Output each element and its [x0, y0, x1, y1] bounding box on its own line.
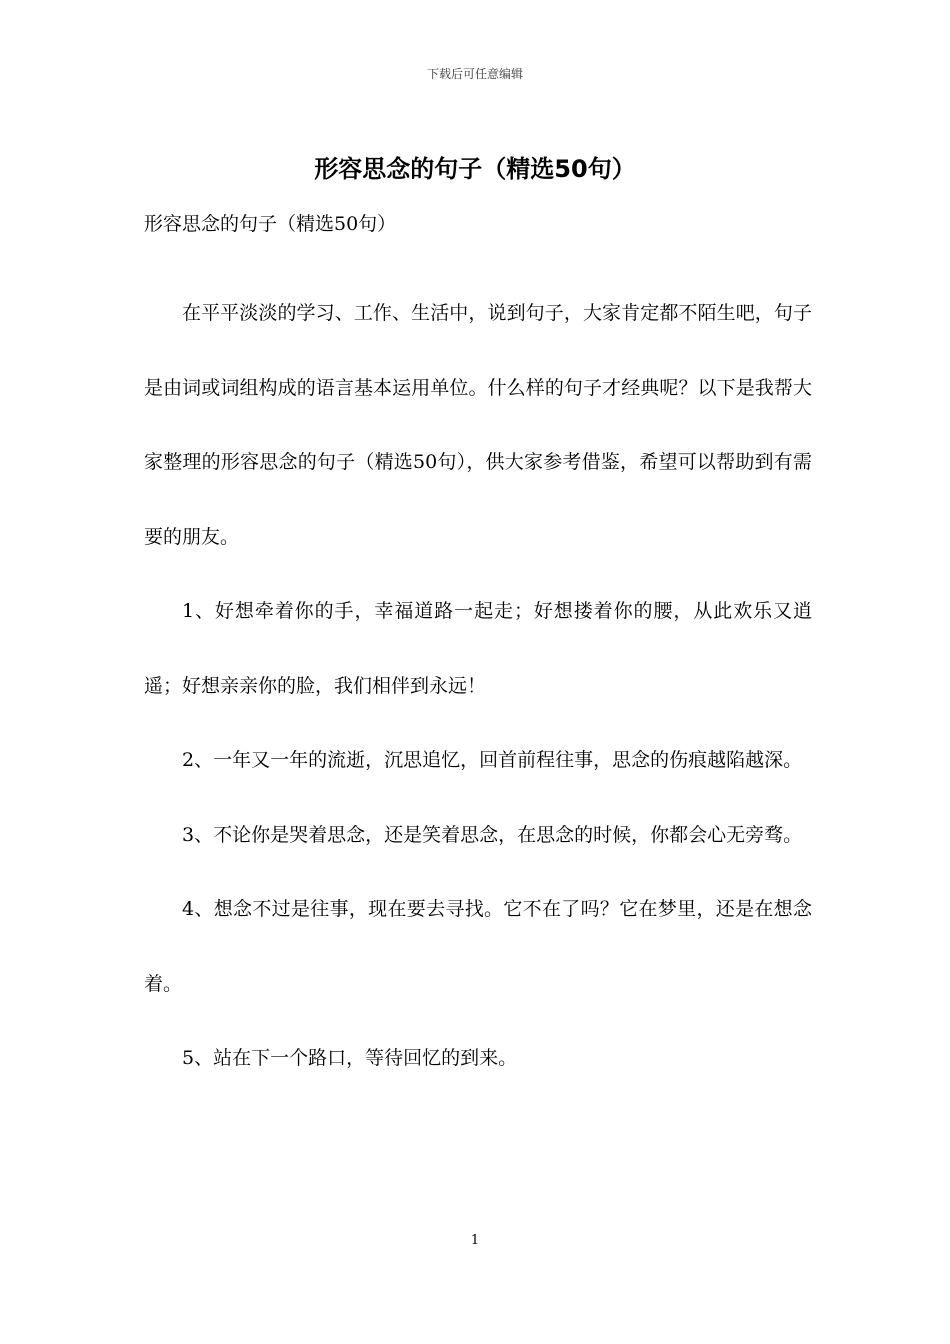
document-body	[144, 276, 812, 1096]
quote-paragraph-3: 3、不论你是哭着思念，还是笑着思念，在思念的时候，你都会心无旁骛。	[182, 823, 803, 846]
quote-paragraph-4: 4、想念不过是往事，现在要去寻找。它不在了吗？它在梦里，还是在想念着。	[144, 898, 812, 995]
header-note: 下载后可任意编辑	[426, 67, 523, 81]
page-number: 1	[470, 1233, 480, 1248]
quote-paragraph-5: 5、站在下一个路口，等待回忆的到来。	[182, 1047, 518, 1069]
document-subtitle: 形容思念的句子（精选50句）	[144, 213, 397, 235]
document-title: 形容思念的句子（精选50句）	[314, 155, 636, 183]
quote-paragraph-1: 1、好想牵着你的手，幸福道路一起走；好想搂着你的腰，从此欢乐又逍遥；好想亲亲你的脸，我们相伴到永远！	[144, 600, 812, 697]
quote-paragraph-2: 2、一年又一年的流逝，沉思追忆，回首前程往事，思念的伤痕越陷越深。	[182, 749, 803, 771]
intro-paragraph: 在平平淡淡的学习、工作、生活中，说到句子，大家肯定都不陌生吧，句子是由词或词组构成的语言基本运用单位。什么样的句子才经典呢？以下是我帮大家整理的形容思念的句子（精选50句），供大家参考借鉴，希望可以帮助到有需要的朋友。	[144, 302, 812, 548]
